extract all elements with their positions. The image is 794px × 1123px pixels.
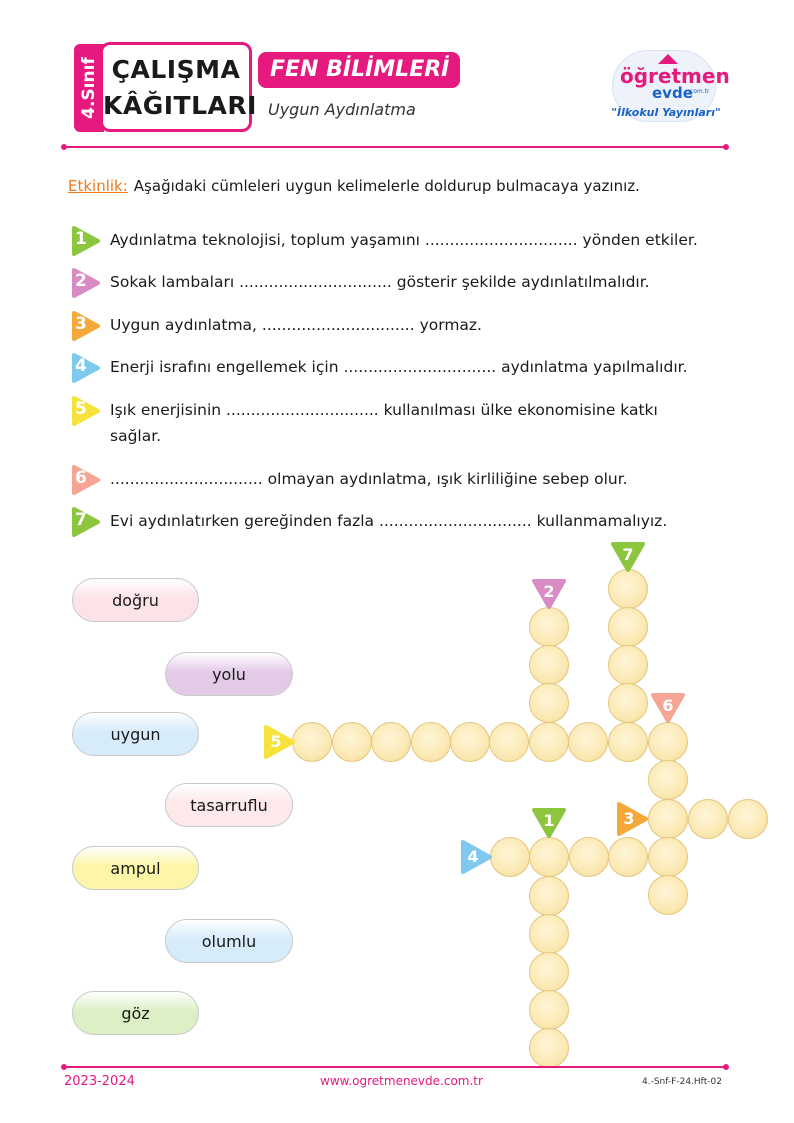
footer-code: 4.-Snf-F-24.Hft-02 <box>642 1077 722 1087</box>
crossword-cell[interactable] <box>608 837 648 877</box>
worksheet-title <box>100 42 257 132</box>
title-line-1: ÇALIŞMA <box>111 55 241 84</box>
crossword-cell[interactable] <box>728 799 768 839</box>
crossword-cell[interactable] <box>608 722 648 762</box>
crossword-cell[interactable] <box>648 875 688 915</box>
word-pill-tasarruflu: tasarruflu <box>165 783 293 827</box>
crossword-cell[interactable] <box>332 722 372 762</box>
crossword-cell[interactable] <box>608 607 648 647</box>
crossword-cell[interactable] <box>489 722 529 762</box>
word-pill-goz: göz <box>72 991 199 1035</box>
question-4-text: Enerji israfını engellemek için ............................... aydınlatma yapılmalıdır. <box>110 358 688 376</box>
logo-word-evde: evde <box>652 84 693 102</box>
crossword-cell[interactable] <box>529 645 569 685</box>
crossword-marker-6-icon: 6 <box>650 693 686 723</box>
crossword-marker-4-icon: 4 <box>461 839 493 875</box>
crossword-cell[interactable] <box>529 683 569 723</box>
crossword-marker-3-icon: 3 <box>617 801 649 837</box>
crossword-cell[interactable] <box>648 799 688 839</box>
question-number-5-icon: 5 <box>71 396 101 426</box>
crossword-marker-2-icon: 2 <box>531 579 567 609</box>
question-3-text: Uygun aydınlatma, ............................... yormaz. <box>110 316 482 334</box>
title-line-2: KÂĞITLARI <box>103 91 257 120</box>
word-pill-olumlu: olumlu <box>165 919 293 963</box>
crossword-cell[interactable] <box>411 722 451 762</box>
logo-domain: .com.tr <box>688 88 710 95</box>
question-1-text: Aydınlatma teknolojisi, toplum yaşamını ............................... yönden etkiler. <box>110 231 698 249</box>
question-number-6-icon: 6 <box>71 465 101 495</box>
crossword-cell[interactable] <box>292 722 332 762</box>
crossword-cell[interactable] <box>529 876 569 916</box>
crossword-cell[interactable] <box>648 837 688 877</box>
footer-divider <box>64 1066 726 1068</box>
crossword-cell[interactable] <box>529 952 569 992</box>
crossword-cell[interactable] <box>450 722 490 762</box>
question-number-7-icon: 7 <box>71 507 101 537</box>
question-number-3-icon: 3 <box>71 311 101 341</box>
crossword-marker-1-icon: 1 <box>531 808 567 838</box>
header-divider <box>64 146 726 148</box>
logo-tagline: "İlkokul Yayınları" <box>611 106 721 119</box>
crossword-cell[interactable] <box>608 569 648 609</box>
question-6-text: ............................... olmayan aydınlatma, ışık kirliliğine sebep olur. <box>110 470 628 488</box>
crossword-cell[interactable] <box>490 837 530 877</box>
footer-year: 2023-2024 <box>64 1074 135 1089</box>
activity-label: Etkinlik: <box>68 177 128 195</box>
crossword-cell[interactable] <box>529 722 569 762</box>
crossword-cell[interactable] <box>529 1028 569 1068</box>
activity-text: Aşağıdaki cümleleri uygun kelimelerle doldurup bulmacaya yazınız. <box>133 177 640 195</box>
crossword-cell[interactable] <box>529 607 569 647</box>
word-pill-dogru: doğru <box>72 578 199 622</box>
question-number-2-icon: 2 <box>71 268 101 298</box>
crossword-cell[interactable] <box>371 722 411 762</box>
word-pill-uygun: uygun <box>72 712 199 756</box>
crossword-marker-5-icon: 5 <box>264 724 296 760</box>
activity-instruction <box>68 177 640 195</box>
footer-website-link[interactable]: www.ogretmenevde.com.tr <box>320 1074 483 1088</box>
publisher-logo <box>606 48 730 130</box>
crossword-marker-7-icon: 7 <box>610 542 646 572</box>
crossword-cell[interactable] <box>608 683 648 723</box>
question-7-text: Evi aydınlatırken gereğinden fazla ............................... kullanmamalıyız. <box>110 512 668 530</box>
subject-label: FEN BİLİMLERİ <box>270 57 450 82</box>
crossword-cell[interactable] <box>529 990 569 1030</box>
crossword-cell[interactable] <box>529 837 569 877</box>
crossword-cell[interactable] <box>608 645 648 685</box>
question-2-text: Sokak lambaları ............................... gösterir şekilde aydınlatılmalıdır. <box>110 273 650 291</box>
word-pill-ampul: ampul <box>72 846 199 890</box>
word-pill-yolu: yolu <box>165 652 293 696</box>
question-5-text: Işık enerjisinin ............................... kullanılması ülke ekonomisine katkı sağlar. <box>110 401 658 445</box>
house-roof-icon <box>658 54 678 64</box>
question-number-4-icon: 4 <box>71 353 101 383</box>
crossword-cell[interactable] <box>529 914 569 954</box>
crossword-cell[interactable] <box>688 799 728 839</box>
logo-word-ogretmen: öğretmen <box>620 64 730 88</box>
topic-title: Uygun Aydınlatma <box>268 100 416 119</box>
question-number-1-icon: 1 <box>71 226 101 256</box>
crossword-cell[interactable] <box>648 722 688 762</box>
crossword-cell[interactable] <box>648 760 688 800</box>
crossword-cell[interactable] <box>569 837 609 877</box>
subject-badge <box>258 52 460 88</box>
grade-label: 4.Sınıf <box>79 57 99 119</box>
crossword-cell[interactable] <box>568 722 608 762</box>
